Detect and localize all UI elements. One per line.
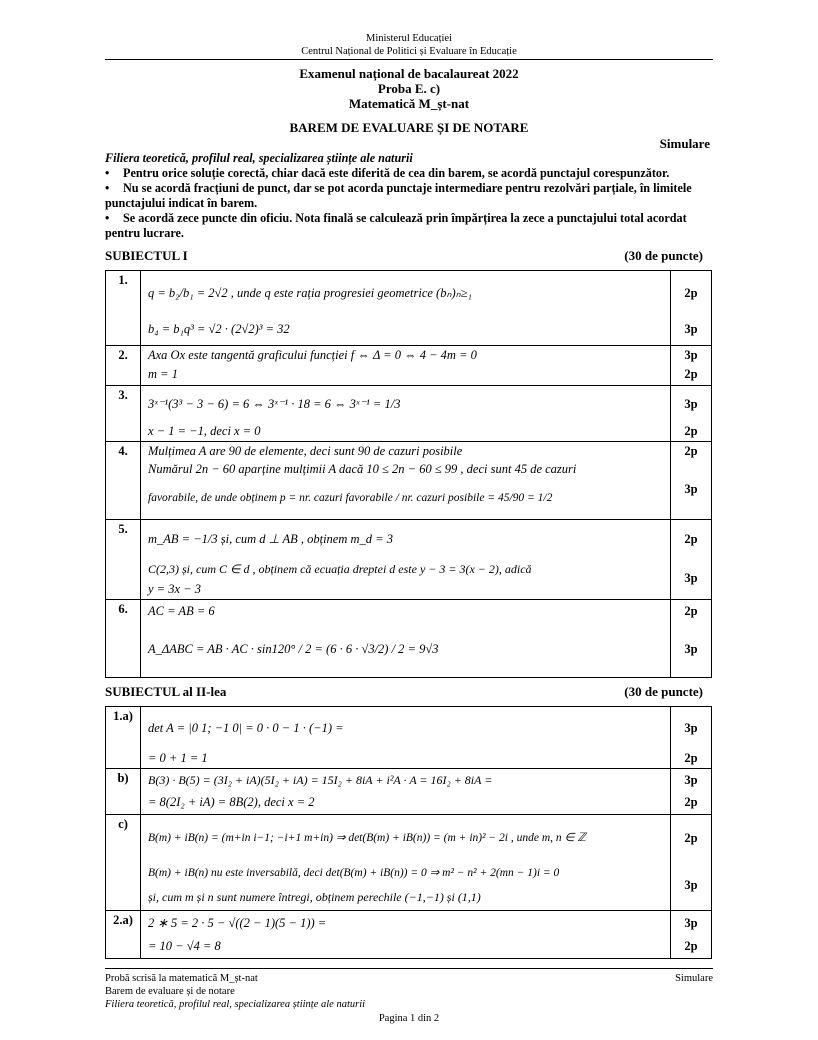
simulare-label: Simulare — [659, 136, 710, 151]
page-number: Pagina 1 din 2 — [378, 1013, 440, 1024]
footer-line-1: Probă scrisă la matematică M_șt-nat Simulare — [105, 973, 713, 984]
footer-line-2: Barem de evaluare și de notare — [105, 986, 235, 997]
table-row — [106, 815, 712, 911]
subject-title: Matematică M_șt-nat — [348, 96, 470, 111]
subject2-table — [105, 706, 712, 959]
ministry-name: Ministerul Educației — [365, 33, 453, 44]
item-points: 3p 2p — [671, 769, 712, 815]
header-rule — [105, 59, 713, 60]
item-points: 2p 3p — [671, 815, 712, 911]
item-points: 3p 2p — [671, 386, 712, 442]
item-content: Mulțimea A are 90 de elemente, deci sunt 90 de cazuri posibile Numărul 2n − 60 aparține mulțimii A dacă 10 ≤ 2n − 60 ≤ 99 , deci sunt 45 de cazuri favorabile, de unde obținem p = nr. cazuri favorabile / nr. cazuri posibile = 45/90 = 1/2 — [141, 442, 671, 520]
item-content: Axa Ox este tangentă graficului funcției f ⇔ Δ = 0 ⇔ 4 − 4m = 0 m = 1 — [141, 346, 671, 386]
exam-title: Examenul național de bacalaureat 2022 — [299, 66, 519, 81]
table-row — [106, 520, 712, 600]
table-row — [106, 600, 712, 678]
item-number: 1.a) — [106, 707, 141, 769]
item-number: 3. — [106, 386, 141, 442]
item-points: 2p 3p — [671, 442, 712, 520]
barem-title: BAREM DE EVALUARE ȘI DE NOTARE — [289, 120, 529, 135]
item-content: AC = AB = 6 A_ΔABC = AB · AC · sin120° / 2 = (6 · 6 · √3/2) / 2 = 9√3 — [141, 600, 671, 678]
item-number: 4. — [106, 442, 141, 520]
filiera-text: Filiera teoretică, profilul real, specializarea științe ale naturii — [105, 151, 413, 165]
item-content: 2 ∗ 5 = 2 · 5 − √((2 − 1)(5 − 1)) = = 10 − √4 = 8 — [141, 911, 671, 959]
item-number: 1. — [106, 271, 141, 346]
table-row — [106, 911, 712, 959]
bullet-1: • Pentru orice soluție corectă, chiar dacă este diferită de cea din barem, se acordă punctajul corespunzător. — [105, 166, 670, 180]
item-number: 5. — [106, 520, 141, 600]
center-name: Centrul Național de Politici și Evaluare în Educație — [301, 46, 517, 57]
item-points: 2p 3p — [671, 520, 712, 600]
subject1-table — [105, 270, 712, 678]
footer-line-3: Filiera teoretică, profilul real, specializarea științe ale naturii — [105, 999, 366, 1010]
item-content: B(3) · B(5) = (3I₂ + iA)(5I₂ + iA) = 15I₂ + 8iA + i²A · A = 16I₂ + 8iA = = 8(2I₂ + iA) = 8B(2), deci x = 2 — [141, 769, 671, 815]
item-points: 3p 2p — [671, 911, 712, 959]
subject1-heading: SUBIECTUL I (30 de puncte) — [105, 248, 703, 263]
item-points: 3p 2p — [671, 346, 712, 386]
item-number: 6. — [106, 600, 141, 678]
item-content: det A = |0 1; −1 0| = 0 · 0 − 1 · (−1) = = 0 + 1 = 1 — [141, 707, 671, 769]
item-content: B(m) + iB(n) = (m+in i−1; −i+1 m+in) ⇒ det(B(m) + iB(n)) = (m + in)² − 2i , unde m, n ∈ ℤ B(m) + iB(n) nu este inversabilă, deci det(B(m) + iB(n)) = 0 ⇒ m² − n² + 2(mn − 1)i = 0 și, cum m și n sunt numere întregi, obținem perechile (−1,−1) și (1,1) — [141, 815, 671, 911]
proba-title: Proba E. c) — [377, 81, 441, 96]
table-row — [106, 386, 712, 442]
footer-rule — [105, 968, 713, 969]
item-content: 3ˣ⁻¹(3³ − 3 − 6) = 6 ⇔ 3ˣ⁻¹ · 18 = 6 ⇔ 3ˣ⁻¹ = 1/3 x − 1 = −1, deci x = 0 — [141, 386, 671, 442]
table-row — [106, 769, 712, 815]
table-row — [106, 346, 712, 386]
table-row — [106, 707, 712, 769]
bullet-2: • Nu se acordă fracțiuni de punct, dar se pot acorda punctaje intermediare pentru rezolvări parțiale, în limitele punctajului indicat în barem. — [105, 181, 692, 210]
item-number: 2.a) — [106, 911, 141, 959]
item-points: 2p 3p — [671, 271, 712, 346]
subject2-heading: SUBIECTUL al II-lea (30 de puncte) — [105, 684, 703, 699]
item-number: b) — [106, 769, 141, 815]
bullet-3: • Se acordă zece puncte din oficiu. Nota finală se calculează prin împărțirea la zece a punctajului total acordat pentru lucrare. — [105, 211, 687, 240]
footer-simulare: Simulare — [675, 973, 713, 984]
item-points: 2p 3p — [671, 600, 712, 678]
table-row — [106, 271, 712, 346]
item-content: m_AB = −1/3 și, cum d ⊥ AB , obținem m_d = 3 C(2,3) și, cum C ∈ d , obținem că ecuația dreptei d este y − 3 = 3(x − 2), adică y = 3x − 3 — [141, 520, 671, 600]
item-content: q = b₂/b₁ = 2√2 , unde q este rația progresiei geometrice (bₙ)ₙ≥₁ b₄ = b₁q³ = √2 · (2√2)³ = 32 — [141, 271, 671, 346]
item-number: c) — [106, 815, 141, 911]
table-row — [106, 442, 712, 520]
item-points: 3p 2p — [671, 707, 712, 769]
item-number: 2. — [106, 346, 141, 386]
